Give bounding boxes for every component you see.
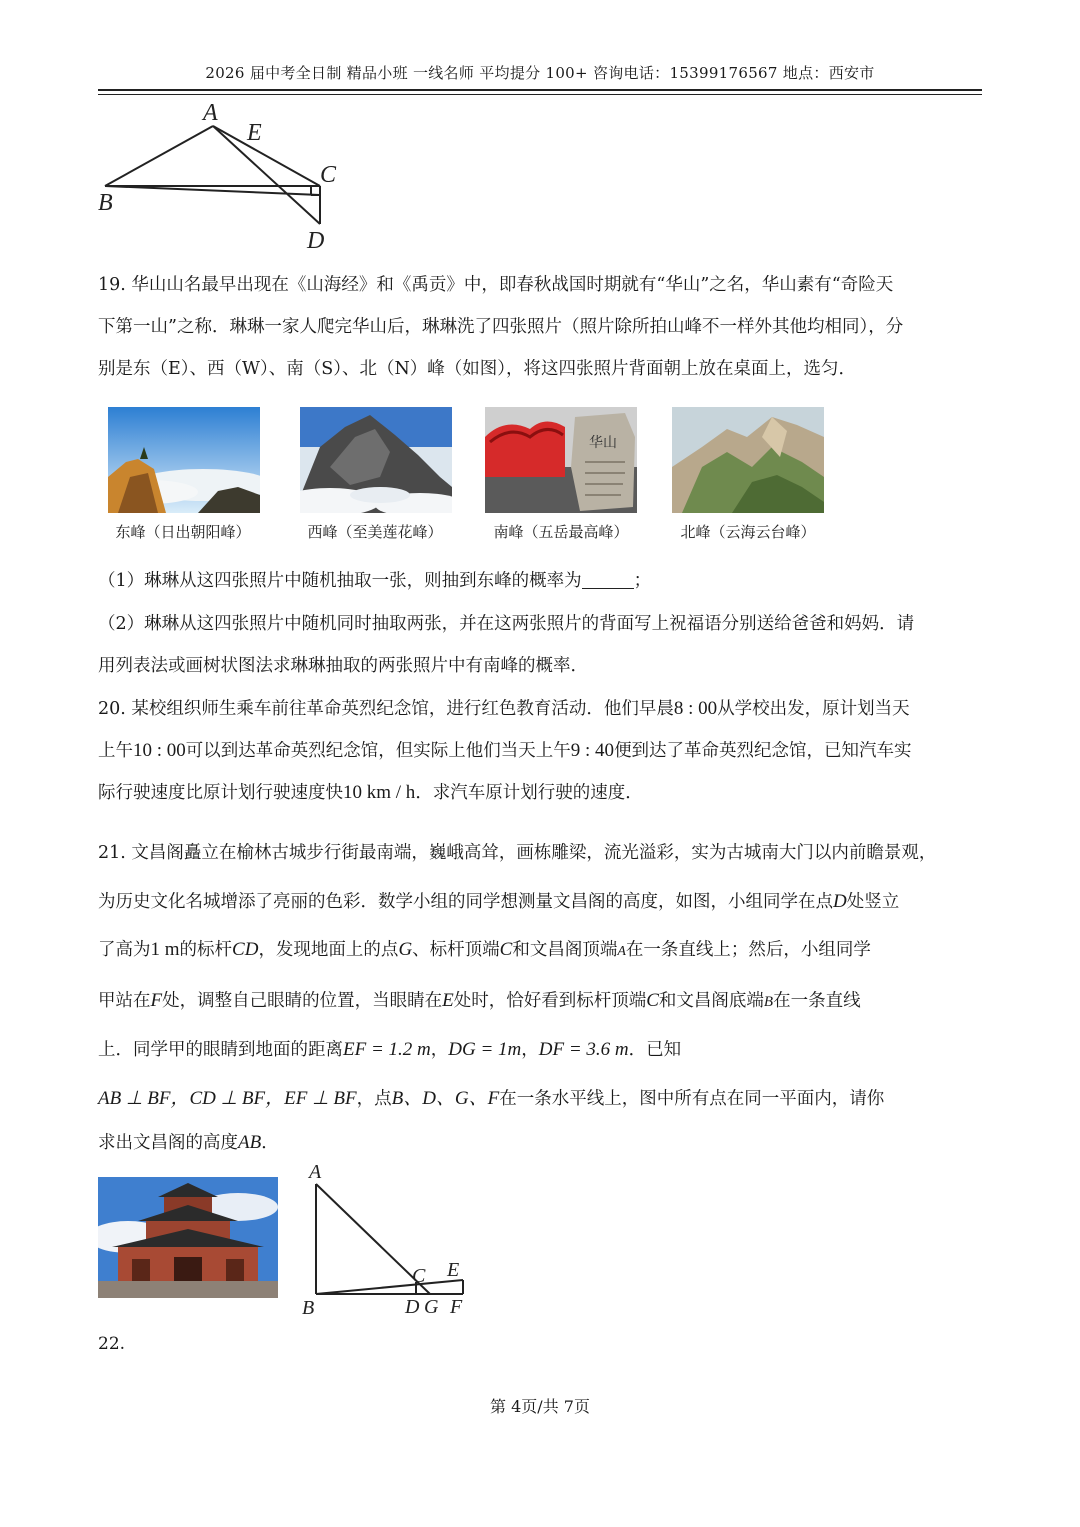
header-rule-thick	[98, 89, 982, 91]
triangle-figure-top	[95, 100, 355, 255]
q21-l3a: 了高为	[98, 940, 151, 960]
q21-l2b: 处竖立	[846, 891, 900, 912]
caption-south-peak: 南峰（五岳最高峰）	[493, 523, 629, 541]
q21-l3c: ，发现地面上的点	[258, 940, 399, 960]
caption-north-peak: 北峰（云海云台峰）	[680, 523, 816, 541]
fig-label-b: B	[302, 1297, 315, 1319]
q21-l4a: 甲站在	[98, 990, 151, 1011]
q20-l2c: 便到达了革命英烈纪念馆，已知汽车实	[614, 741, 912, 761]
q21-l3f: 在一条直线上；然后，小组同学	[625, 940, 871, 960]
label-b: B	[98, 190, 113, 216]
var-b: B	[763, 993, 774, 1010]
q20-speed: 10 km / h	[343, 782, 416, 803]
q20-text	[98, 688, 982, 814]
var-c-2: C	[646, 989, 659, 1011]
q19-part2-line-1: （2）琳琳从这四张照片中随机同时抽取两张，并在这两张照片的背面写上祝福语分别送给爸爸和妈妈．请	[98, 614, 915, 634]
stone-inscription: 华山	[589, 435, 617, 451]
q21-l4c: 处时，恰好看到标杆顶端	[453, 990, 647, 1011]
caption-west-peak: 西峰（至美莲花峰）	[307, 523, 443, 541]
q19-part1-end: ；	[633, 571, 652, 591]
q19-text	[98, 264, 982, 390]
q21-text: 21. 文昌阁矗立在榆林古城步行街最南端，巍峨高耸，画栋雕梁，流光溢彩，实为古城南大门以内前瞻景观， 为历史文化名城增添了亮丽的色彩．数学小组的同学想测量文昌阁的高度，如图，小组同学在点D处竖立 了高为1 m的标杆CD，发现地面上的点G、标杆顶端C和文昌阁顶端A在一条直线上；然后，小组同学 甲站在F处，调整自己眼睛的位置，当眼睛在E处时，恰好看到标杆顶端C和文昌阁底端B在一条直线 上．同学甲的眼睛到地面的距离EF = 1.2 m，DG = 1m，DF = 3.6 m．已知 AB ⊥ BF，CD ⊥ BF，EF ⊥ BF，点B、D、G、F在一条水平线上，图中所有点在同一平面内，请你 求出文昌阁的高度AB．	[98, 829, 982, 1163]
q21-line-1: 21. 文昌阁矗立在榆林古城步行街最南端，巍峨高耸，画栋雕梁，流光溢彩，实为古城南大门以内前瞻景观，	[98, 843, 937, 863]
fig-label-a: A	[309, 1161, 322, 1183]
highest-peak-photo	[485, 407, 637, 513]
caption-east-peak: 东峰（日出朝阳峰）	[115, 523, 251, 541]
q19-line-1: 19. 华山山名最早出现在《山海经》和《禹贡》中，即春秋战国时期就有“华山”之名，华山素有“奇险天	[98, 275, 894, 295]
q19-part1-text: （1）琳琳从这四张照片中随机抽取一张，则抽到东峰的概率为	[98, 571, 582, 591]
wenchang-pavilion-photo	[98, 1177, 278, 1298]
eq-perpendicular: AB ⊥ BF，CD ⊥ BF，EF ⊥ BF	[98, 1087, 357, 1109]
eq-ef: EF = 1.2 m	[343, 1039, 431, 1060]
q21-l4e: 在一条直线	[773, 990, 861, 1011]
label-d: D	[307, 228, 325, 254]
q21-l3d: 、标杆顶端	[412, 940, 500, 960]
q21-l3b: 的标杆	[179, 940, 233, 960]
label-e: E	[247, 120, 262, 146]
q21-l3e: 和文昌阁顶端	[512, 940, 618, 960]
q20-l2b: 可以到达革命英烈纪念馆，但实际上他们当天上午	[185, 741, 571, 761]
q21-l6a: ，点	[356, 1088, 392, 1109]
q21-l4d: 和文昌阁底端	[658, 990, 764, 1011]
segment-ba	[105, 126, 213, 186]
label-a: A	[203, 100, 218, 126]
segment-ad	[213, 126, 320, 224]
var-cd: CD	[232, 939, 259, 960]
cloud-platform-peak-photo	[672, 407, 824, 513]
q21-l5b: ．已知	[628, 1040, 682, 1060]
lotus-peak-photo	[300, 407, 452, 513]
page-header: 2026 届中考全日制 精品小班 一线名师 平均提分 100+ 咨询电话：15399176567 地点：西安市	[205, 64, 875, 82]
var-e: E	[442, 989, 454, 1011]
fig-label-c: C	[412, 1265, 426, 1287]
segment-ac	[213, 126, 320, 186]
segment-be	[316, 1280, 463, 1294]
answer-blank[interactable]	[582, 570, 634, 589]
q21-l2a: 为历史文化名城增添了亮丽的色彩．数学小组的同学想测量文昌阁的高度，如图，小组同学在点	[98, 891, 833, 912]
points-bdgf: B、D、G、F	[391, 1087, 500, 1109]
eq-dg: DG = 1m	[448, 1039, 522, 1060]
var-d: D	[833, 890, 847, 912]
header-rule-thin	[98, 94, 982, 95]
q22-label: 22.	[98, 1334, 126, 1354]
page-footer: 第 4页/共 7页	[490, 1397, 590, 1416]
q20-l1a: 20. 某校组织师生乘车前往革命英烈纪念馆，进行红色教育活动．他们早晨	[98, 699, 674, 719]
q20-time-planned: 10 : 00	[133, 740, 186, 761]
var-f: F	[150, 989, 163, 1011]
sunrise-peak-photo	[108, 407, 260, 513]
fig-label-d: D	[405, 1296, 420, 1318]
var-ab: AB	[238, 1132, 262, 1153]
q21-l5a: 上．同学甲的眼睛到地面的距离	[98, 1040, 343, 1060]
q20-l3a: 际行驶速度比原计划行驶速度快	[98, 783, 343, 803]
q20-time-actual: 9 : 40	[570, 740, 615, 761]
q19-part2-line-2: 用列表法或画树状图法求琳琳抽取的两张照片中有南峰的概率．	[98, 656, 588, 676]
q21-l7a: 求出文昌阁的高度	[98, 1133, 238, 1153]
q19-part2	[98, 603, 982, 687]
q20-time-start: 8 : 00	[673, 698, 718, 719]
q21-l4b: 处，调整自己眼睛的位置，当眼睛在	[162, 990, 443, 1011]
q21-l7b: ．	[261, 1133, 279, 1153]
fig-label-g: G	[424, 1296, 439, 1318]
len-1m: 1 m	[150, 939, 180, 960]
var-a: A	[617, 944, 626, 959]
q19-part1	[98, 560, 982, 602]
var-c: C	[499, 939, 513, 960]
eq-df: DF = 3.6 m	[538, 1039, 629, 1060]
fig-label-f: F	[450, 1296, 463, 1318]
q20-l3b: ．求汽车原计划行驶的速度．	[415, 783, 643, 803]
fig-label-e: E	[447, 1259, 460, 1281]
q19-line-2: 下第一山”之称．琳琳一家人爬完华山后，琳琳洗了四张照片（照片除所拍山峰不一样外其他均相同），分	[98, 317, 904, 337]
q20-l2a: 上午	[98, 741, 133, 761]
var-g: G	[398, 939, 413, 960]
q21-l6b: 在一条水平线上，图中所有点在同一平面内，请你	[499, 1088, 885, 1109]
q20-l1b: 从学校出发，原计划当天	[717, 699, 910, 719]
q19-line-3: 别是东（E）、西（W）、南（S）、北（N）峰（如图），将这四张照片背面朝上放在桌面上，选匀．	[98, 359, 857, 379]
pavilion-geometry-figure	[298, 1160, 478, 1320]
label-c: C	[320, 162, 337, 188]
